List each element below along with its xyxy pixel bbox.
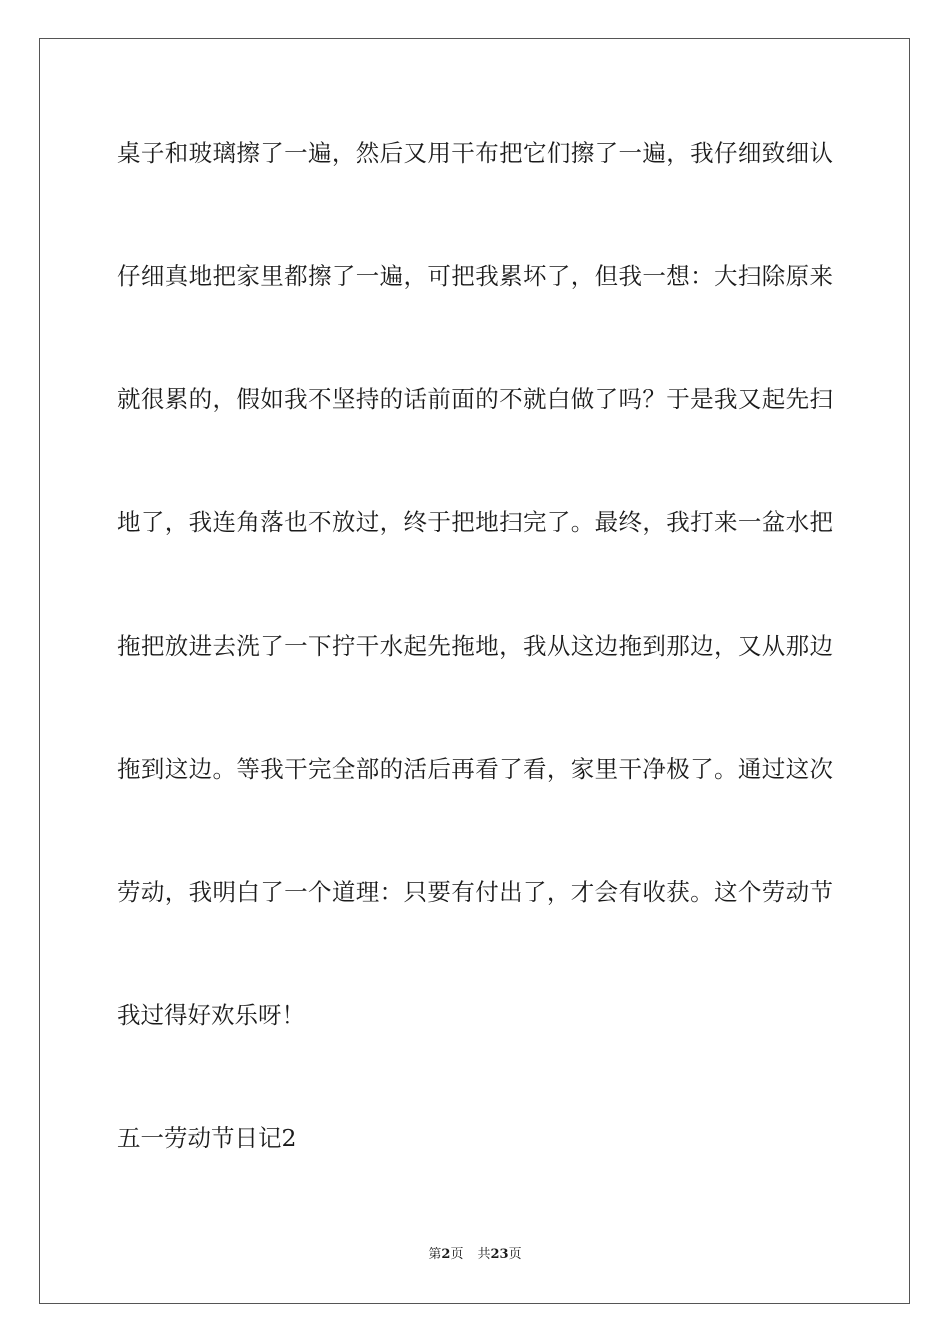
body-line-7: 劳动，我明白了一个道理：只要有付出了，才会有收获。这个劳动节 xyxy=(117,878,833,906)
body-line-3: 就很累的，假如我不坚持的话前面的不就白做了吗？于是我又起先扫 xyxy=(117,385,833,413)
page-number: 2 xyxy=(441,1247,451,1262)
body-line-2: 仔细真地把家里都擦了一遍，可把我累坏了，但我一想：大扫除原来 xyxy=(117,262,833,290)
total-pages: 23 xyxy=(490,1247,509,1262)
body-line-5: 拖把放进去洗了一下拧干水起先拖地，我从这边拖到那边，又从那边 xyxy=(117,632,833,660)
page-footer xyxy=(0,1245,950,1265)
section-heading: 五一劳动节日记2 xyxy=(117,1124,297,1152)
body-line-4: 地了，我连角落也不放过，终于把地扫完了。最终，我打来一盆水把 xyxy=(117,508,833,536)
total-prefix: 共 xyxy=(477,1247,491,1262)
page-prefix: 第 xyxy=(428,1247,442,1262)
body-line-1: 桌子和玻璃擦了一遍，然后又用干布把它们擦了一遍，我仔细致细认 xyxy=(117,139,833,167)
page-frame xyxy=(39,38,910,1304)
body-line-8: 我过得好欢乐呀！ xyxy=(117,1001,305,1029)
page-unit: 页 xyxy=(450,1247,464,1262)
total-unit: 页 xyxy=(508,1247,522,1262)
body-line-6: 拖到这边。等我干完全部的活后再看了看，家里干净极了。通过这次 xyxy=(117,755,833,783)
